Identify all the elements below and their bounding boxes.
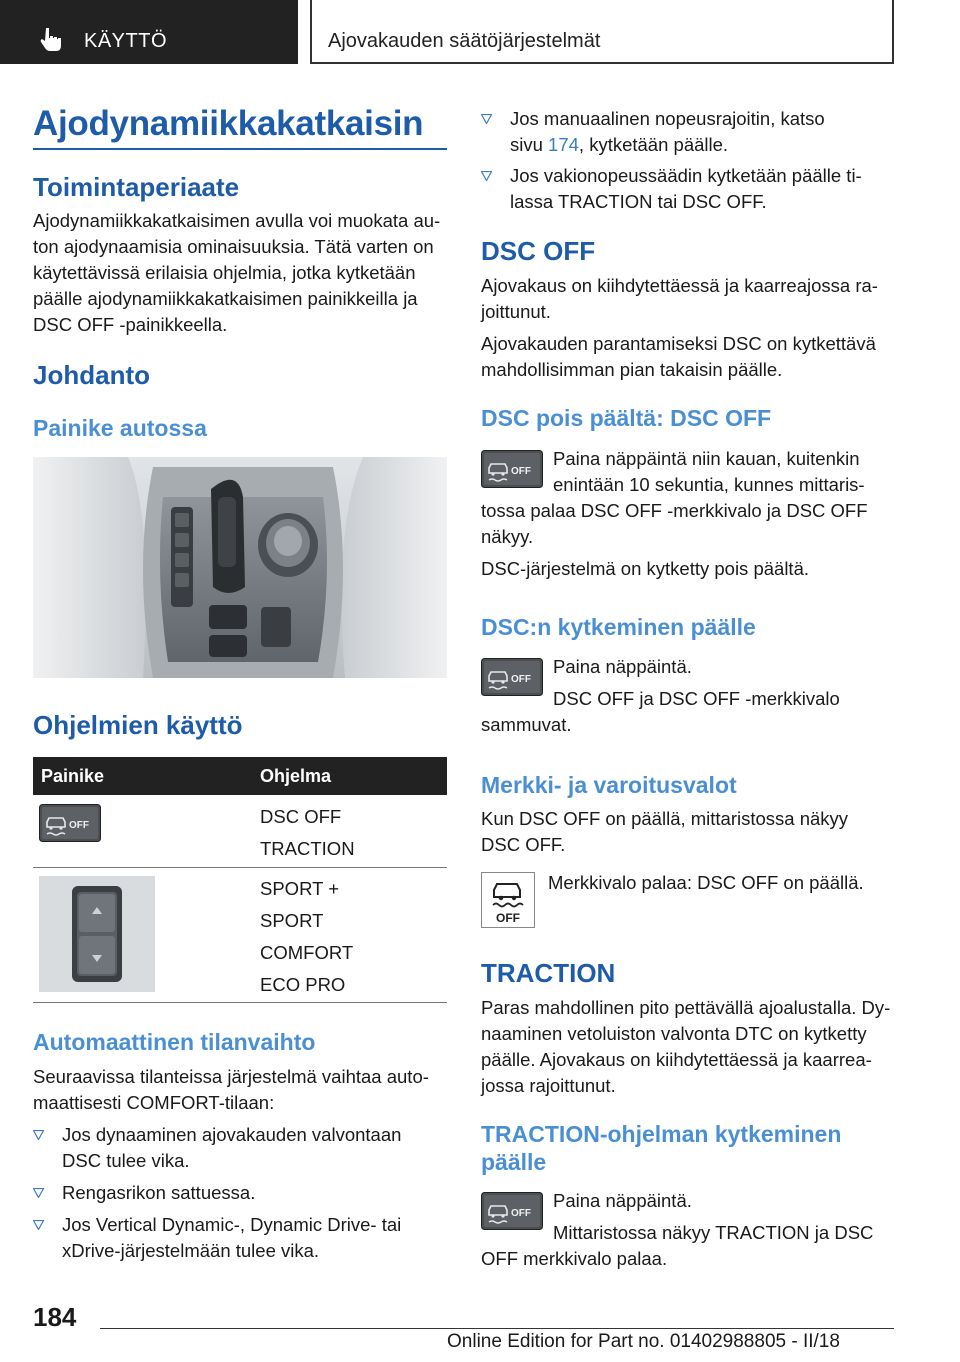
text-line: lassa TRACTION tai DSC OFF. <box>510 191 767 212</box>
heading-button-in-car: Painike autossa <box>33 415 207 441</box>
program-eco-pro: ECO PRO <box>260 974 346 995</box>
text-line: Jos manuaalinen nopeusrajoitin, katso <box>510 108 825 129</box>
text-line <box>510 132 890 158</box>
text-line: DSC OFF -painikkeella. <box>33 314 228 335</box>
text-line: päälle. Ajovakaus on kiihdytettäessä ja kaarrea- <box>481 1049 872 1070</box>
text-line: DSC OFF. <box>481 834 566 855</box>
triangle-bullet-icon <box>33 1188 44 1198</box>
title-rule <box>33 148 447 150</box>
text-line: Ajodynamiikkakatkaisimen avulla voi muokata au- <box>33 210 441 231</box>
text-line: Rengasrikon sattuessa. <box>62 1182 256 1203</box>
text-fragment: sivu <box>510 134 549 155</box>
traction-text <box>481 995 893 1099</box>
auto-text <box>33 1064 453 1116</box>
section-header <box>310 0 894 64</box>
text-line: joittunut. <box>481 301 551 322</box>
page-link[interactable]: 174 <box>548 134 579 155</box>
indicator-text <box>481 806 891 858</box>
icon-text: OFF <box>69 820 89 831</box>
text-line: Paina näppäintä. <box>553 656 692 677</box>
program-comfort: COMFORT <box>260 942 354 963</box>
chapter-tab <box>0 0 298 64</box>
text-line: Jos Vertical Dynamic-, Dynamic Drive- tai <box>62 1214 402 1235</box>
heading-traction: TRACTION <box>481 958 616 988</box>
col-button: Painike <box>41 766 105 786</box>
rocker-switch-icon <box>39 876 155 992</box>
heading-line: TRACTION-ohjelman kytkeminen <box>481 1121 842 1147</box>
text-line: DSC-järjestelmä on kytketty pois päältä. <box>481 558 809 579</box>
text-line: Paina näppäintä. <box>553 1190 692 1211</box>
heading-indicators: Merkki- ja varoitusvalot <box>481 772 737 798</box>
text-line: enintään 10 sekuntia, kunnes mittaris- <box>553 474 865 495</box>
console-illustration <box>33 457 447 678</box>
heading-line: päälle <box>481 1149 547 1175</box>
text-line: ton ajodynaamisia ominaisuuksia. Tätä varten on <box>33 236 434 257</box>
lamp-text: OFF <box>496 911 520 925</box>
dsc-text-1 <box>481 273 891 325</box>
col-program: Ohjelma <box>260 766 332 786</box>
triangle-bullet-icon <box>33 1130 44 1140</box>
text-line: käytettävissä erilaisia ohjelmia, jotka kytketään <box>33 262 416 283</box>
program-sport: SPORT <box>260 910 324 931</box>
text-line: mahdollisimman pian takaisin päälle. <box>481 359 783 380</box>
text-line: Jos vakionopeussäädin kytketään päälle ti- <box>510 165 862 186</box>
icon-text: OFF <box>511 1208 531 1219</box>
dsc-off-button-icon <box>481 1192 543 1230</box>
text-line: Ajovakaus on kiihdytettäessä ja kaarreajossa ra- <box>481 275 878 296</box>
dsc-off-button-icon <box>481 450 543 488</box>
program-sport-plus: SPORT + <box>260 878 340 899</box>
principle-text <box>33 208 453 338</box>
table-divider <box>33 867 447 868</box>
text-line: jossa rajoittunut. <box>481 1075 616 1096</box>
program-dsc-off: DSC OFF <box>260 806 342 827</box>
heading-programs: Ohjelmien käyttö <box>33 710 243 740</box>
console-photo <box>33 457 447 678</box>
icon-text: OFF <box>511 674 531 685</box>
hand-pointer-icon <box>38 25 66 53</box>
dsc-text-2 <box>481 331 891 383</box>
text-line: DSC OFF ja DSC OFF -merkkivalo <box>553 688 840 709</box>
heading-dsc-on: DSC:n kytkeminen päälle <box>481 614 756 640</box>
page-title: Ajodynamiikkakatkaisin <box>33 104 424 143</box>
text-line: sammuvat. <box>481 714 572 735</box>
page-number: 184 <box>33 1302 77 1332</box>
text-line: Jos dynaaminen ajovakauden valvontaan <box>62 1124 402 1145</box>
text-line: Mittaristossa näkyy TRACTION ja DSC <box>553 1222 874 1243</box>
heading-principle: Toimintaperiaate <box>33 172 240 202</box>
text-line: OFF merkkivalo palaa. <box>481 1248 668 1269</box>
text-line: maattisesti COMFORT-tilaan: <box>33 1092 275 1113</box>
triangle-bullet-icon <box>481 171 492 181</box>
section-title: Ajovakauden säätöjärjestelmät <box>328 30 601 52</box>
text-line: Ajovakauden parantamiseksi DSC on kytkettävä <box>481 333 876 354</box>
heading-dsc-off: DSC OFF <box>481 236 596 266</box>
text-line: Paras mahdollinen pito pettävällä ajoalustalla. Dy- <box>481 997 891 1018</box>
text-line: naaminen vetoluiston valvonta DTC on kytketty <box>481 1023 867 1044</box>
chapter-label: KÄYTTÖ <box>84 30 168 52</box>
text-line: Paina näppäintä niin kauan, kuitenkin <box>553 448 860 469</box>
text-line: näkyy. <box>481 526 534 547</box>
dsc-off-button-icon <box>481 658 543 696</box>
dsc-off-button-icon <box>39 804 101 842</box>
table-divider <box>33 1002 447 1003</box>
text-line: xDrive-järjestelmään tulee vika. <box>62 1240 320 1261</box>
text-line: Kun DSC OFF on päällä, mittaristossa näkyy <box>481 808 849 829</box>
edition-note: Online Edition for Part no. 01402988805 - II/18 <box>447 1331 840 1352</box>
icon-text: OFF <box>511 466 531 477</box>
heading-intro: Johdanto <box>33 360 150 390</box>
triangle-bullet-icon <box>481 114 492 124</box>
heading-dsc-off-switch: DSC pois päältä: DSC OFF <box>481 405 772 431</box>
text-fragment: , kytketään päälle. <box>578 134 729 155</box>
text-line: Seuraavissa tilanteissa järjestelmä vaihtaa auto- <box>33 1066 429 1087</box>
program-traction: TRACTION <box>260 838 355 859</box>
footer-rule <box>100 1328 894 1329</box>
text-line: DSC tulee vika. <box>62 1150 190 1171</box>
dsc-off-warning-lamp-icon <box>481 872 535 928</box>
triangle-bullet-icon <box>33 1220 44 1230</box>
text-line: Merkkivalo palaa: DSC OFF on päällä. <box>548 872 864 893</box>
text-line: päälle ajodynamiikkakatkaisimen painikkeilla ja <box>33 288 418 309</box>
text-line: tossa palaa DSC OFF -merkkivalo ja DSC OFF <box>481 500 868 521</box>
programs-table-header <box>33 757 447 795</box>
heading-auto-switch: Automaattinen tilanvaihto <box>33 1029 316 1055</box>
heading-traction-on <box>481 1120 841 1176</box>
